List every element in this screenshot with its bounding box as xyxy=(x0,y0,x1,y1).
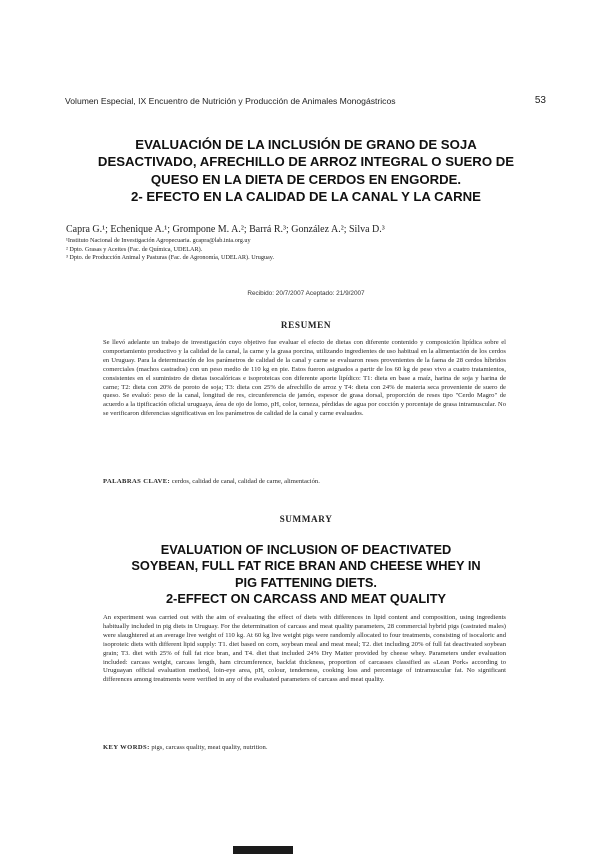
keywords-label: KEY WORDS: xyxy=(103,744,150,751)
english-title-line: EVALUATION OF INCLUSION OF DEACTIVATED xyxy=(160,542,452,557)
spanish-keywords xyxy=(103,478,506,487)
received-accepted-dates: Recibido: 20/7/2007 Aceptado: 21/9/2007 xyxy=(247,290,365,297)
english-title xyxy=(62,542,550,607)
summary-heading: SUMMARY xyxy=(279,514,333,524)
spanish-title xyxy=(62,136,550,206)
journal-name: Volumen Especial, IX Encuentro de Nutrición y Producción de Animales Monogástricos xyxy=(65,96,396,106)
running-header xyxy=(65,96,546,106)
affiliation-line: ² Dpto. Grasas y Aceites (Fac. de Química, UDELAR). xyxy=(66,245,203,253)
spanish-title-line: 2- EFECTO EN LA CALIDAD DE LA CANAL Y LA CARNE xyxy=(131,189,481,205)
spanish-title-line: QUESO EN LA DIETA DE CERDOS EN ENGORDE. xyxy=(150,171,462,187)
english-title-line: 2-EFFECT ON CARCASS AND MEAT QUALITY xyxy=(165,590,447,606)
english-keywords xyxy=(103,744,506,753)
author-list: Capra G.¹; Echenique A.¹; Grompone M. A.²; Barrá R.³; González A.²; Silva D.³ xyxy=(66,224,385,235)
spanish-title-line: EVALUACIÓN DE LA INCLUSIÓN DE GRANO DE SOJA xyxy=(135,137,477,152)
keywords-text: pigs, carcass quality, meat quality, nutrition. xyxy=(149,744,268,751)
keywords-text: cerdos, calidad de canal, calidad de carne, alimentación. xyxy=(170,478,320,485)
affiliation-line: ¹Instituto Nacional de Investigación Agropecuaria. gcapra@lab.inia.org.uy xyxy=(66,237,251,244)
english-title-line: SOYBEAN, FULL FAT RICE BRAN AND CHEESE WHEY IN xyxy=(131,558,481,574)
affiliation-line: ³ Dpto. de Producción Animal y Pasturas (Fac. de Agronomía, UDELAR). Uruguay. xyxy=(66,254,275,262)
footer-tab-bar xyxy=(233,846,293,854)
affiliations xyxy=(66,237,552,263)
resumen-heading: RESUMEN xyxy=(280,320,332,330)
resumen-body: Se llevó adelante un trabajo de investigación cuyo objetivo fue evaluar el efecto de dietas con diferente contenido y composición lipídica sobre el comportamiento productivo y la calidad de la canal, la carne y la grasa porcina, utilizando ingredientes de uso habitual en la alimentación de los cerdos en Uruguay. Para la determinación de los parámetros de calidad de la canal y carne se evaluaron reses provenientes de la faena de 28 cerdos híbridos comerciales (machos castrados) con un peso medio de 110 kg en pie. Estos fueron asignados a partir de los 60 kg de peso vivo a cuatro tratamientos, consistentes en el suministro de dietas isocalóricas e isoproteicas con diferente aporte lipídico: T1: dieta en base a maíz, harina de soja y harina de carne; T2: dieta con 20% de poroto de soja; T3: dieta con 25% de afrechillo de arroz y T4: dieta con 24% de materia seca proveniente de suero de queso. Se evaluó: peso de la canal, longitud de res, circunferencia de jamón, espesor de grasa dorsal, proporción de reses tipo "Cerdo Magro" de acuerdo a la tipificación oficial uruguaya, área de ojo de lomo, pH, color, terneza, pérdidas de agua por cocción y porcentaje de grasa intramuscular. No se verificaron diferencias significativas en los parámetros de calidad de la canal y carne evaluados. xyxy=(103,339,506,418)
page-number: 53 xyxy=(534,95,546,106)
keywords-label: PALABRAS CLAVE: xyxy=(103,478,171,485)
summary-body: An experiment was carried out with the aim of evaluating the effect of diets with differences in lipid content and composition, using ingredients habitually included in pig diets in Uruguay. For the determination of carcass and meat quality parameters, 28 commercial hybrid pigs (castrated males) were slaughtered at an average live weight of 110 kg. At 60 kg live weight pigs were randomly allocated to four treatments, consisting of isocaloric and isoproteic diets with different lipid supply: T1. diet based on corn, soybean meal and meat meal; T2. diet including 20% of full fat deactivated soybean grain; T3. diet with 25% of full fat rice bran, and T4. diet that included 24% Dry Matter provided by cheese whey. Parameters under evaluation included: carcass weight, carcass length, ham circumference, backfat thickness, proportion of carcasses classified as «Lean Pork» according to Uruguayan official evaluation method, loin-eye area, pH, colour, tenderness, cooking loss and percentage of intramuscular fat. No significant differences among treatments were verified in any of the evaluated parameters of carcass and meat quality. xyxy=(103,614,506,684)
spanish-title-line: DESACTIVADO, AFRECHILLO DE ARROZ INTEGRAL O SUERO DE xyxy=(97,154,515,170)
english-title-line: PIG FATTENING DIETS. xyxy=(235,574,377,590)
